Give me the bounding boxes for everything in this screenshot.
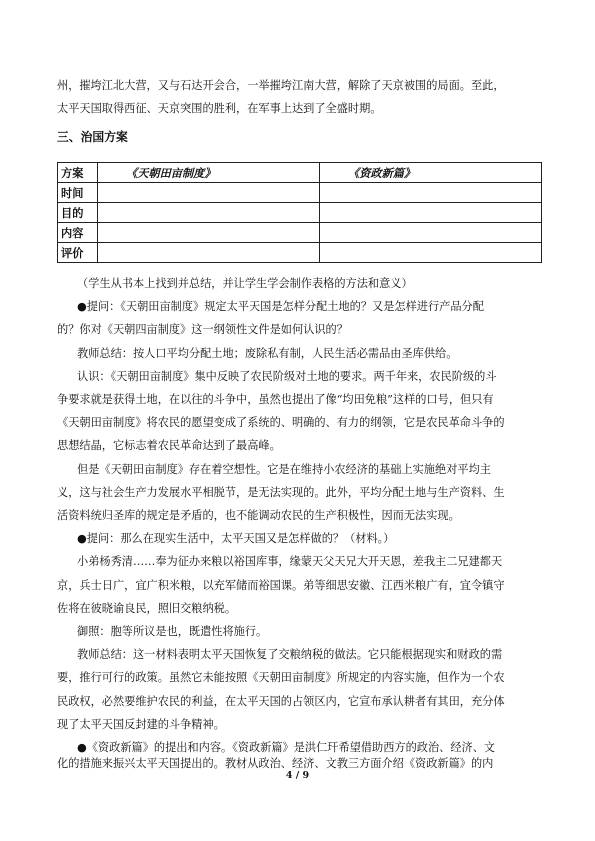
plan-table [57,162,542,263]
body-line: ●提问：那么在现实生活中，太平天国又是怎样做的？（材料。） [77,532,395,545]
table-row [58,243,542,263]
page-number: 4 / 9 [285,770,310,781]
table-row-label: 评价 [58,243,98,263]
body-line: 小弟杨秀清……奉为征办来粮以裕国库事，缘蒙天父天兄大开天恩，差我主二兄建都天 [77,555,503,568]
body-line: 义，这与社会生产力发展水平相脱节，是无法实现的。此外，平均分配土地与生产资料、生 [57,486,505,499]
table-cell [320,223,542,243]
table-cell [320,183,542,203]
body-line: 《天朝田亩制度》将农民的愿望变成了系统的、明确的、有力的纲领，它是农民革命斗争的 [57,416,505,429]
table-row-label: 时间 [58,183,98,203]
table-cell [98,203,320,223]
table-col-zizheng: 《资政新篇》 [320,163,542,183]
body-line: 现了太平天国反封建的斗争精神。 [57,718,225,731]
section-heading: 三、治国方案 [57,130,128,144]
body-line: 教师总结：这一材料表明太平天国恢复了交粮纳税的做法。它只能根据现实和财政的需 [77,648,503,661]
body-line: ●《资政新篇》的提出和内容。《资政新篇》是洪仁玕希望借助西方的政治、经济、文 [77,741,496,754]
table-row-label: 目的 [58,203,98,223]
body-line: 京，兵士日广，宜广积米粮，以充军储而裕国课。弟等细思安徽、江西米粮广有，宜令镇守 [57,579,505,592]
table-cell [320,203,542,223]
paragraph-line: 太平天国取得西征、天京突围的胜利，在军事上达到了全盛时期。 [57,102,382,115]
table-cell [98,183,320,203]
table-header-label: 方案 [58,163,98,183]
body-line: 活资料统归圣库的规定是矛盾的，也不能调动农民的生产积极性，因而无法实现。 [57,509,460,522]
body-line: 要，推行可行的政策。虽然它未能按照《天朝田亩制度》所规定的内容实施，但作为一个农 [57,671,505,684]
table-row [58,223,542,243]
body-line: 教师总结：按人口平均分配土地；废除私有制，人民生活必需品由圣库供给。 [77,347,458,360]
body-line: 认识：《天朝田亩制度》集中反映了农民阶级对土地的要求。两千年来，农民阶级的斗 [77,370,497,383]
body-line: 佐将在彼晓谕良民，照旧交粮纳税。 [57,602,237,615]
table-header-row [58,163,542,183]
body-line: （学生从书本上找到并总结，并让学生学会制作表格的方法和意义） [77,277,413,290]
table-cell [320,243,542,263]
body-line: ●提问：《天朝田亩制度》规定太平天国是怎样分配土地的？又是怎样进行产品分配 [77,300,484,313]
body-line: 御照：胞等所议是也，既遣性将施行。 [77,625,268,638]
body-line: 但是《天朝田亩制度》存在着空想性。它是在维持小农经济的基础上实施绝对平均主 [77,463,491,476]
table-row-label: 内容 [58,223,98,243]
table-cell [98,243,320,263]
table-row [58,203,542,223]
body-line: 争要求就是获得土地，在以往的斗争中，虽然也提出了像“均田免粮”这样的口号，但只有 [57,393,494,406]
body-line: 民政权，必然要维护农民的利益，在太平天国的占领区内，它宣布承认耕者有其田，充分体 [57,695,505,708]
table-cell [98,223,320,243]
paragraph-line: 州，摧垮江北大营，又与石达开会合，一举摧垮江南大营，解除了天京被围的局面。至此， [57,79,505,92]
body-line: 化的措施来振兴太平天国提出的。教材从政治、经济、文教三方面介绍《资政新篇》的内 [57,757,494,770]
table-row [58,183,542,203]
body-line: 思想结晶，它标志着农民革命达到了最高峰。 [57,439,281,452]
body-line: 的？你对《天朝四亩制度》这一纲领性文件是如何认识的？ [57,323,348,336]
table-col-tianchao: 《天朝田亩制度》 [98,163,320,183]
